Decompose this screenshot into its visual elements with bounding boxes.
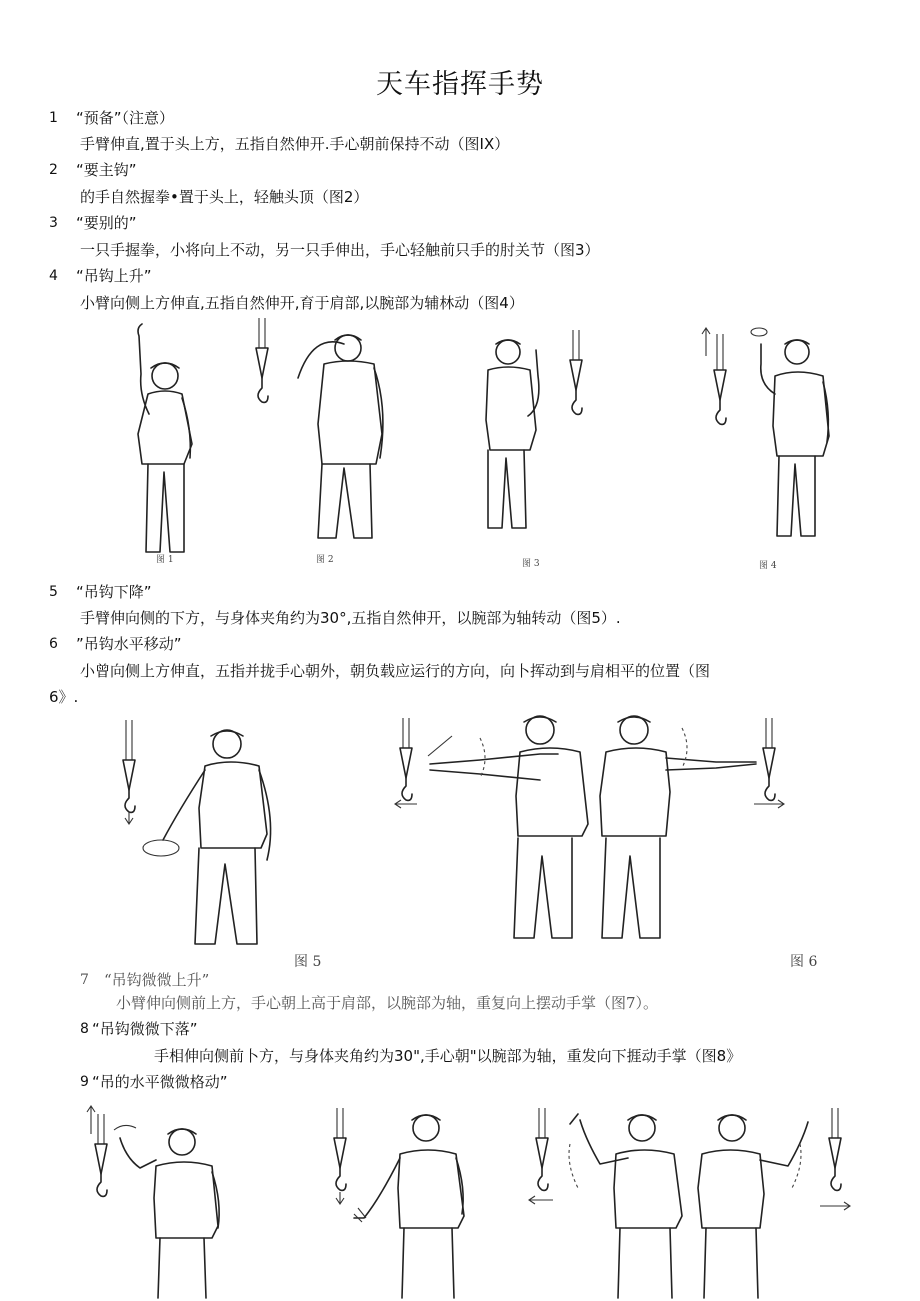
- figure-3-illustration: [478, 330, 550, 570]
- hook-with-up-arrow-icon: [700, 326, 734, 426]
- item-4-number: 4: [49, 268, 58, 284]
- figure-5-illustration: [135, 722, 335, 962]
- item-5-description: 手臂伸向侧的下方，与身体夹角约为30°,五指自然伸开，以腕部为轴转动（图5）.: [80, 609, 621, 627]
- figure-5-caption-box: [290, 948, 340, 974]
- item-3-number: 3: [49, 215, 58, 231]
- item-9-number: 9: [80, 1074, 89, 1090]
- item-2-name: “要主钩”: [76, 161, 137, 179]
- figure-6-illustration: [420, 708, 780, 958]
- figure-6-caption: 图 6: [790, 954, 818, 970]
- hook-icon: [250, 318, 274, 408]
- item-7-number: 7: [80, 972, 89, 988]
- item-6-name: ”吊钩水平移动”: [76, 635, 182, 653]
- item-4-name: “吊钩上升”: [76, 267, 152, 285]
- item-1-description: 手臂伸直,置于头上方，五指自然伸开.手心朝前保持不动（图IX）: [80, 135, 510, 153]
- figure-1-illustration: [118, 318, 218, 568]
- item-3-description: 一只手握拳，小将向上不动，另一只手伸出，手心轻触前只手的肘关节（图3）: [80, 241, 600, 259]
- figure-7-illustration: [110, 1118, 270, 1298]
- item-9-name: “吊的水平微微格动”: [92, 1073, 228, 1091]
- document-title: 天车指挥手势: [376, 69, 544, 100]
- item-1-number: 1: [49, 110, 58, 126]
- item-5-name: “吊钩下降”: [76, 583, 152, 601]
- figure-3-caption: 图 3: [522, 559, 540, 569]
- figure-4-caption: 图 4: [759, 561, 777, 571]
- figure-1-caption: 图 1: [156, 555, 174, 565]
- hook-with-left-arrow-icon: [393, 718, 423, 808]
- item-2-number: 2: [49, 162, 58, 178]
- item-1-name: “预备”（注意）: [76, 109, 175, 127]
- hook-with-right-arrow-icon: [750, 718, 790, 808]
- figure-5-caption: 图 5: [294, 954, 322, 970]
- item-7-description: 小臂伸向侧前上方，手心朝上高于肩部，以腕部为轴，重复向上摆动手掌（图7）。: [116, 994, 659, 1012]
- item-8-description: 手相伸向侧前卜方，与身体夹角约为30",手心朝"以腕部为轴，重发向下捱动手掌（图8》: [154, 1047, 742, 1065]
- figure-2-caption: 图 2: [316, 555, 334, 565]
- item-5-number: 5: [49, 584, 58, 600]
- figure-2-illustration: [288, 318, 398, 568]
- item-6-number: 6: [49, 636, 58, 652]
- hook-with-right-arrow-icon: [816, 1108, 856, 1208]
- hook-icon: [564, 330, 588, 420]
- item-8-number: 8: [80, 1021, 89, 1037]
- hook-with-left-arrow-icon: [527, 1108, 557, 1208]
- figure-8-illustration: [350, 1104, 490, 1298]
- item-6-description-continued: 6》.: [49, 688, 79, 706]
- item-4-description: 小臂向侧上方伸直,五指自然伸开,育于肩部,以腕部为辅林动（图4）: [80, 294, 524, 312]
- item-7-name: “吊钩微微上升”: [104, 971, 210, 989]
- figure-6-caption-box: [786, 948, 836, 974]
- item-2-description: 的手自然握拳•置于头上，轻触头顶（图2）: [80, 188, 369, 206]
- figure-4-illustration: [745, 322, 845, 572]
- item-3-name: “要别的”: [76, 214, 137, 232]
- item-6-description: 小曾向侧上方伸直，五指并拢手心朝外，朝负载应运行的方向，向卜挥动到与肩相平的位置（图: [80, 662, 711, 680]
- item-8-name: “吊钩微微下落”: [92, 1020, 198, 1038]
- figure-9-illustration: [556, 1104, 820, 1298]
